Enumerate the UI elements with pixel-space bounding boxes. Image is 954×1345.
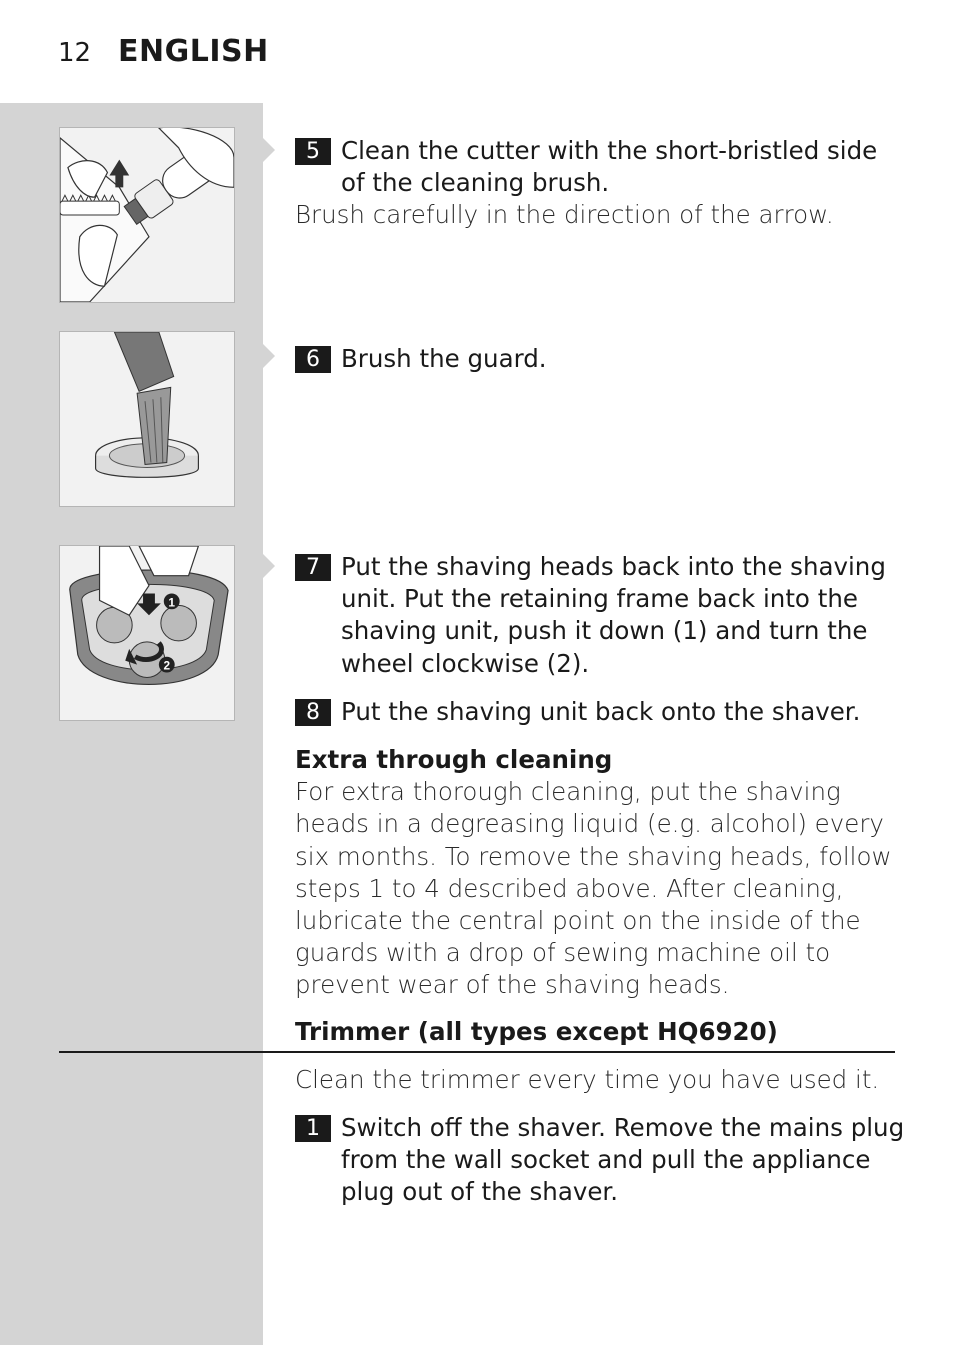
step-5-block: [295, 135, 905, 232]
callout-notch: [263, 344, 275, 368]
step-item: [295, 135, 905, 199]
trimmer-note: Clean the trimmer every time you have used it.: [295, 1065, 880, 1094]
language-heading: ENGLISH: [118, 34, 269, 69]
trimmer-step-1-block: [295, 1112, 905, 1209]
push-label: 1: [168, 595, 176, 610]
trimmer-heading-block: [295, 1016, 905, 1048]
turn-label: 2: [163, 658, 171, 673]
callout-notch: [263, 554, 275, 578]
cutter-brush-illustration: [59, 127, 235, 303]
step-text: Brush the guard.: [341, 344, 547, 373]
cutter-brush-drawing: [60, 128, 234, 302]
step-number-badge: 8: [295, 699, 331, 726]
step-number-badge: 1: [295, 1115, 331, 1142]
section-heading: Trimmer (all types except HQ6920): [295, 1017, 778, 1046]
step-note: Brush carefully in the direction of the arrow.: [295, 200, 834, 230]
step-8-block: [295, 696, 905, 728]
step-number-badge: 5: [295, 138, 331, 165]
guard-brush-illustration: [59, 331, 235, 507]
section-body: For extra thorough cleaning, put the shaving heads in a degreasing liquid (e.g. alcohol) every six months. To remove the shaving heads, follow steps 1 to 4 described above. After cleaning, lubricate the central point on the inside of the guards with a drop of sewing machine oil to prevent wear of the shaving heads.: [295, 777, 892, 1000]
step-text: Switch off the shaver. Remove the mains plug from the wall socket and pull the appliance plug out of the shaver.: [341, 1113, 905, 1207]
extra-cleaning-section: [295, 744, 905, 1002]
step-number-badge: 7: [295, 554, 331, 581]
step-text: Clean the cutter with the short-bristled side of the cleaning brush.: [341, 136, 878, 198]
step-item: [295, 343, 905, 375]
guard-brush-drawing: [60, 332, 234, 506]
step-item: [295, 696, 905, 728]
shaving-unit-drawing: [60, 546, 234, 720]
step-text: Put the shaving heads back into the shaving unit. Put the retaining frame back into the shaving unit, push it down (1) and turn the wheel clockwise (2).: [341, 552, 886, 678]
step-7-block: [295, 551, 905, 680]
section-divider: [59, 1051, 895, 1053]
shaving-unit-illustration: [59, 545, 235, 721]
page-number: 12: [58, 38, 92, 68]
trimmer-note-block: [295, 1064, 905, 1096]
step-text: Put the shaving unit back onto the shaver.: [341, 697, 861, 726]
step-item: [295, 1112, 905, 1209]
callout-notch: [263, 138, 275, 162]
step-6-block: [295, 343, 905, 375]
section-heading: Extra through cleaning: [295, 745, 613, 774]
step-number-badge: 6: [295, 346, 331, 373]
step-item: [295, 551, 905, 680]
